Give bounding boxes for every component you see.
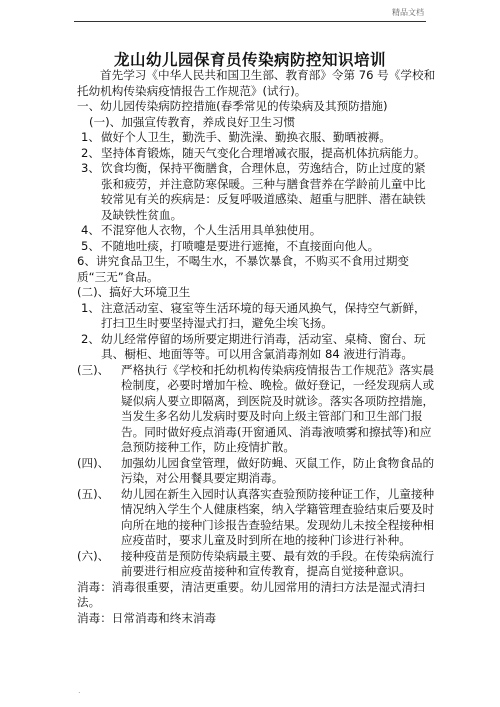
list-item: 4、不混穿他人衣物，个人生活用具单独使用。 (81, 223, 322, 237)
subsection-heading-1: (一)、加强宣传教育，养成良好卫生习惯 (89, 114, 296, 129)
subsection-paragraph: (四)、 加强幼儿园食堂管理，做好防蝇、灭鼠工作，防止食物食品的污染，对公用餐具要定期消毒。 (77, 455, 435, 485)
subsection-heading-2: (二)、搞好大环境卫生 (77, 285, 191, 299)
document-body (77, 68, 437, 626)
document-title: 龙山幼儿园保育员传染病防控知识培训 (113, 51, 386, 69)
list-item: 1、注意活动室、寝室等生活环境的每天通风换气，保持空气新鲜，打扫卫生时要坚持湿式打扫，避免尘埃飞扬。 (81, 300, 426, 330)
intro-paragraph: 首先学习《中华人民共和国卫生部、教育部》令第 76 号《学校和托幼机构传染病疫情报告工作规范》(试行)。 (77, 68, 436, 98)
header-divider (74, 21, 426, 22)
list-item: 1、做好个人卫生，勤洗手、勤洗澡、勤换衣服、勤晒被褥。 (81, 130, 391, 144)
disinfection-paragraph: 消毒：消毒很重要，清洁更重要。幼儿园常用的清扫方法是湿式清扫法。 (77, 579, 425, 609)
list-item: 3、饮食均衡，保持平衡膳食，合理休息，劳逸结合，防止过度的紧张和疲劳，并注意防寒保暖。三种与膳食营养在学龄前儿童中比较常见有关的疾病是：反复呼吸道感染、超重与肥胖、潜在缺铁及缺铁性贫血。 (81, 161, 426, 222)
footer-mark: . (78, 686, 81, 695)
section-heading-1: 一、幼儿园传染病防控措施(春季常见的传染病及其预防措施) (77, 99, 388, 113)
subsection-paragraph: (五)、 幼儿园在新生入园时认真落实查验预防接种证工作，儿童接种情况纳入学生个人健康档案，纳入学籍管理查验结束后要及时向所在地的接种门诊报告查验结果。发现幼儿未按全程接种相应疫苗时，要求儿童及时到所在地的接种门诊进行补种。 (77, 486, 435, 547)
header-doc-tag: 精品文档 (392, 8, 424, 17)
subsection-paragraph: (六)、 接种疫苗是预防传染病最主要、最有效的手段。在传染病流行前要进行相应疫苗接种和宣传教育，提高自觉接种意识。 (77, 548, 435, 578)
subsection-paragraph: (三)、 严格执行《学校和托幼机构传染病疫情报告工作规范》落实晨检制度，必要时增加午检、晚检。做好登记，一经发现病人或疑似病人要立即隔离，到医院及时就诊。落实各项防控措施，当发生多名幼儿发病时要及时向上级主管部门和卫生部门报告。同时做好疫点消毒(开窗通风、消毒液喷雾和擦拭等)和应急预防接种工作，防止疫情扩散。 (77, 362, 435, 454)
list-item: 6、讲究食品卫生，不喝生水，不暴饮暴食，不购买不食用过期变质“三无”食品。 (77, 254, 410, 284)
list-item: 2、幼儿经常停留的场所要定期进行消毒，活动室、桌椅、窗台、玩具、橱柜、地面等等。可以用含氯消毒剂如 84 液进行消毒。 (81, 331, 426, 361)
list-item: 5、不随地吐痰，打喷嚏是要进行遮掩，不直接面向他人。 (81, 238, 380, 253)
disinfection-paragraph: 消毒：日常消毒和终末消毒 (77, 610, 217, 625)
list-item: 2、坚持体育锻炼，随天气变化合理增减衣服，提高机体抗病能力。 (81, 145, 426, 160)
